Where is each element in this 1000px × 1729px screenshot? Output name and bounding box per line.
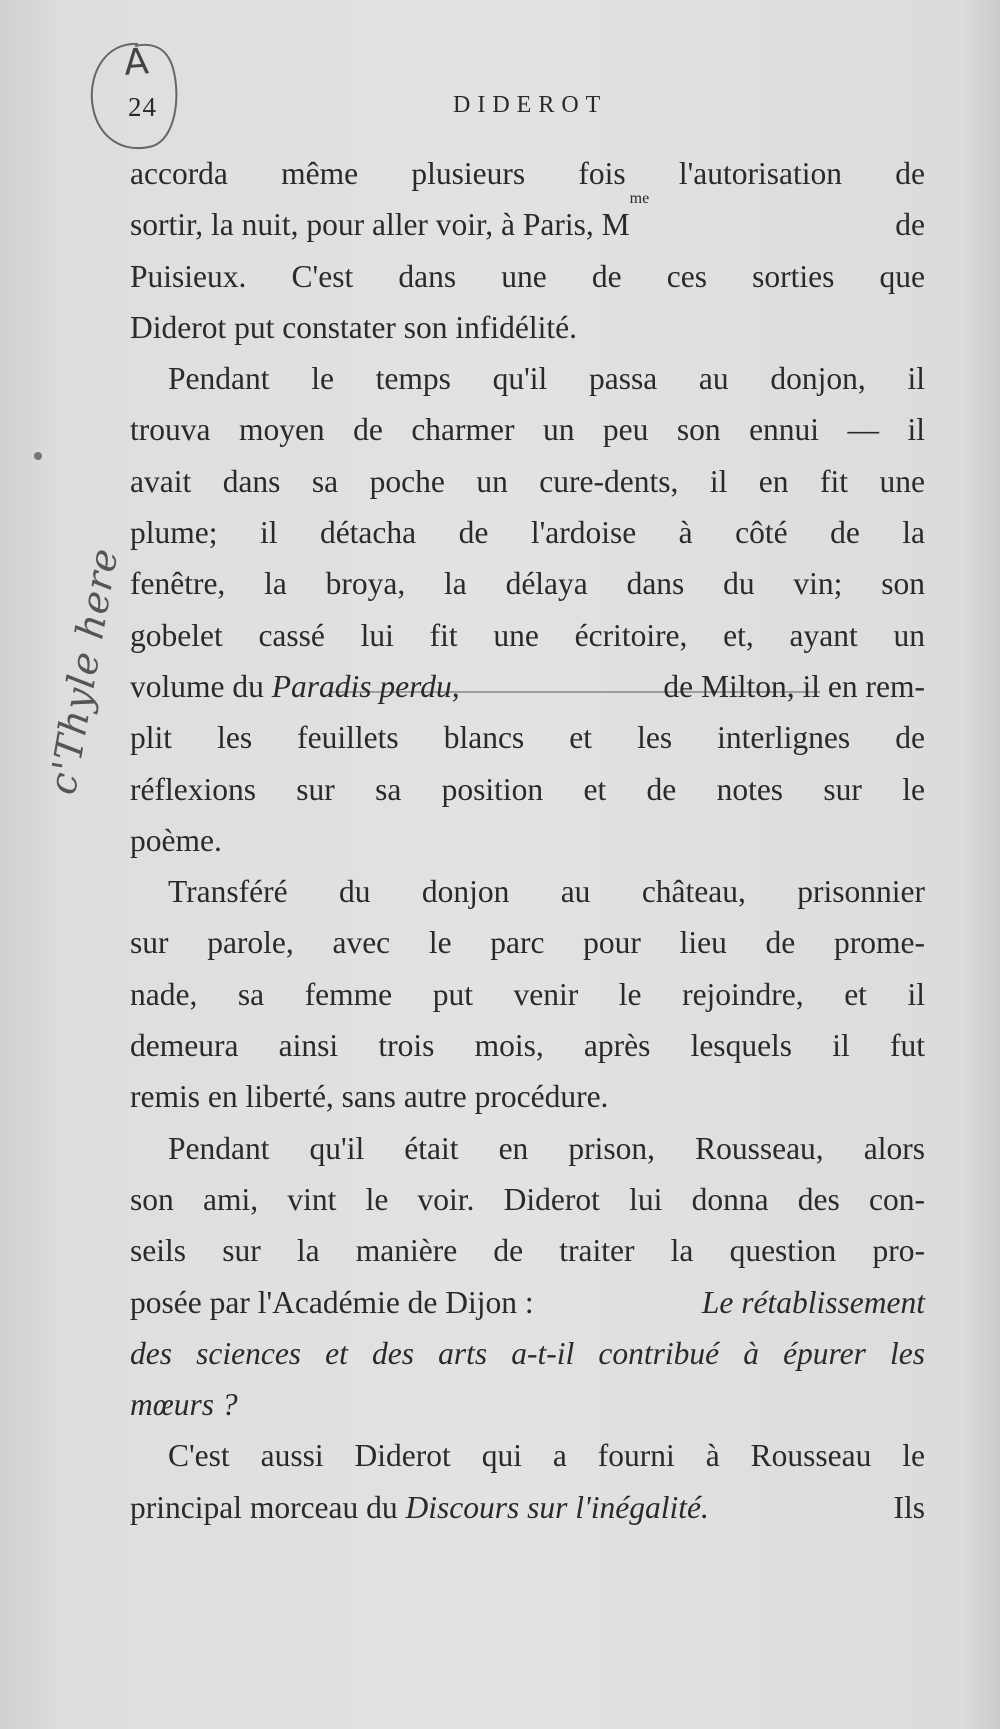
word: qu'il	[492, 361, 548, 397]
word: C'est	[168, 1438, 230, 1474]
word: la	[264, 566, 287, 602]
word: le	[902, 1438, 925, 1474]
word: en	[498, 1130, 529, 1166]
word: écritoire,	[574, 617, 688, 653]
word: de	[493, 1233, 524, 1269]
word: sur	[823, 771, 862, 807]
text-line	[130, 251, 925, 302]
word: lesquels	[690, 1028, 793, 1064]
word: broya,	[325, 566, 406, 602]
line-text: posée par l'Académie de Dijon :	[130, 1284, 534, 1320]
word: notes	[716, 771, 784, 807]
word: —	[847, 412, 879, 448]
word: cassé	[258, 617, 325, 653]
word: de	[353, 412, 383, 448]
text-line	[130, 1430, 925, 1481]
word: dans	[222, 463, 281, 499]
word: la	[670, 1233, 694, 1269]
word: avec	[332, 925, 391, 961]
word: de	[895, 720, 925, 756]
word: dans	[626, 566, 685, 602]
word: Diderot	[354, 1438, 451, 1474]
word: un	[542, 412, 575, 448]
text-line	[130, 610, 925, 661]
word: les	[637, 720, 673, 756]
italic-title: mœurs ?	[130, 1387, 238, 1423]
text-line	[130, 866, 925, 917]
word: fenêtre,	[130, 566, 226, 602]
word: seils	[130, 1233, 187, 1269]
word: des	[372, 1335, 415, 1371]
word: trouva	[130, 412, 211, 448]
word: aussi	[260, 1438, 324, 1474]
word: la	[902, 515, 925, 551]
line-text: remis en liberté, sans autre procédure.	[130, 1079, 609, 1115]
word: et	[569, 720, 593, 756]
word: de	[895, 156, 925, 191]
word: les	[890, 1335, 925, 1371]
text-line	[130, 764, 925, 815]
word: nade,	[130, 976, 198, 1012]
text-line	[130, 1379, 925, 1430]
word: de	[646, 771, 677, 807]
word: épurer	[783, 1335, 866, 1371]
word: Rousseau,	[695, 1130, 824, 1166]
word: détacha	[319, 515, 417, 551]
word: une	[501, 258, 547, 294]
word: de	[458, 515, 489, 551]
word: au	[560, 874, 591, 910]
word: à	[743, 1335, 759, 1371]
word: femme	[304, 976, 393, 1012]
word: vint	[287, 1181, 337, 1217]
superscript: me	[629, 190, 650, 208]
word: pro-	[872, 1233, 925, 1269]
line-text: volume du	[130, 668, 264, 704]
word: du	[723, 566, 755, 602]
page-number: 24	[128, 92, 157, 122]
word: manière	[355, 1233, 458, 1269]
text-line	[130, 190, 925, 250]
text-line	[130, 1071, 925, 1122]
line-text: Ils	[893, 1489, 925, 1525]
italic-title: Paradis perdu,	[271, 668, 460, 704]
word: venir	[513, 976, 579, 1012]
text-line	[130, 1277, 925, 1328]
word: fit	[820, 463, 848, 499]
word: il	[259, 515, 278, 551]
word: après	[583, 1028, 651, 1064]
word: mois,	[474, 1028, 544, 1064]
word: sorties	[752, 258, 835, 294]
word: son	[676, 412, 721, 448]
word: charmer	[411, 412, 515, 448]
word: con-	[868, 1181, 925, 1217]
italic-title: Discours sur l'inégalité.	[405, 1489, 709, 1525]
word: et,	[723, 617, 754, 653]
word: gobelet	[130, 617, 223, 653]
word: rejoindre,	[682, 976, 804, 1012]
word: cure-dents,	[539, 463, 679, 499]
text-line	[130, 1020, 925, 1071]
word: château,	[641, 874, 746, 910]
word: du	[338, 874, 371, 910]
word: l'ardoise	[530, 515, 637, 551]
word: voir.	[417, 1181, 475, 1217]
word: contribué	[598, 1335, 720, 1371]
word: la	[444, 566, 467, 602]
word: le	[365, 1181, 389, 1217]
text-line	[130, 1225, 925, 1276]
handwritten-margin-note: c'Thyle here	[40, 544, 127, 798]
line-text: sortir, la nuit, pour aller voir, à Paris, M	[130, 207, 630, 243]
word: arts	[438, 1335, 488, 1371]
word: le	[902, 771, 925, 807]
word: sa	[237, 976, 265, 1012]
text-line	[130, 712, 925, 763]
word: qui	[481, 1438, 522, 1474]
word: qu'il	[309, 1130, 365, 1166]
word: que	[879, 258, 925, 294]
word: il	[907, 976, 925, 1012]
word: parole,	[207, 925, 294, 961]
word: côté	[735, 515, 788, 551]
text-line	[130, 815, 925, 866]
line-text: de Milton, il en rem-	[663, 668, 925, 704]
word: traiter	[559, 1233, 635, 1269]
text-line	[130, 507, 925, 558]
running-head: DIDEROT	[453, 92, 608, 118]
word: interlignes	[717, 720, 851, 756]
text-line	[130, 456, 925, 507]
word: ennui	[749, 412, 820, 448]
word: demeura	[130, 1028, 239, 1064]
word: plit	[130, 720, 173, 756]
word: passa	[588, 361, 658, 397]
word: a-t-il	[511, 1335, 575, 1371]
word: il	[832, 1028, 850, 1064]
word: lieu	[679, 925, 727, 961]
word: moyen	[238, 412, 325, 448]
word: prison,	[568, 1130, 655, 1166]
word: lui	[360, 617, 394, 653]
word: son	[881, 566, 925, 602]
word: put	[432, 976, 473, 1012]
word: peu	[602, 412, 649, 448]
word: donna	[691, 1181, 769, 1217]
text-line	[130, 1482, 925, 1533]
word: donjon	[421, 874, 510, 910]
word: fit	[429, 617, 458, 653]
word: vin;	[793, 566, 843, 602]
word: sa	[375, 771, 402, 807]
line-text: principal morceau du	[130, 1489, 398, 1525]
word: la	[296, 1233, 320, 1269]
word: avait	[130, 463, 192, 499]
text-line	[130, 353, 925, 404]
word: de	[830, 515, 860, 551]
word: donjon,	[770, 361, 866, 397]
word: à	[678, 515, 693, 551]
word: ces	[666, 258, 707, 294]
text-line	[130, 404, 925, 455]
word: en	[758, 463, 789, 499]
word: sur	[222, 1233, 261, 1269]
word: et	[583, 771, 607, 807]
word: ami,	[202, 1181, 259, 1217]
word: dans	[398, 258, 457, 294]
word: une	[493, 617, 539, 653]
word: feuillets	[297, 720, 399, 756]
text-line	[130, 1123, 925, 1174]
word: de	[765, 925, 796, 961]
word: les	[217, 720, 253, 756]
word: fois	[578, 156, 626, 191]
word: des	[130, 1335, 172, 1371]
word: Diderot	[503, 1181, 600, 1217]
word: prisonnier	[797, 874, 925, 910]
word: sa	[311, 463, 339, 499]
word: au	[698, 361, 729, 397]
word: poche	[369, 463, 445, 499]
word: position	[441, 771, 544, 807]
line-text: de	[895, 207, 925, 243]
word: était	[404, 1130, 459, 1166]
word: Rousseau	[750, 1438, 872, 1474]
line-text: Diderot put constater son infidélité.	[130, 309, 578, 345]
word: un	[476, 463, 508, 499]
word: le	[618, 976, 642, 1012]
word: prome-	[833, 925, 925, 961]
word: il	[709, 463, 728, 499]
word: sur	[130, 925, 169, 961]
word: réflexions	[130, 771, 256, 807]
word: sur	[296, 771, 335, 807]
text-line	[130, 661, 925, 712]
word: le	[311, 361, 334, 397]
word: a	[552, 1438, 567, 1474]
pencil-letter-annotation: A	[122, 41, 151, 84]
word: fourni	[597, 1438, 675, 1474]
word: alors	[863, 1130, 925, 1166]
word: Puisieux.	[130, 258, 247, 294]
word: une	[879, 463, 925, 499]
word: l'autorisation	[678, 156, 842, 191]
word: il	[907, 361, 925, 397]
word: fut	[889, 1028, 925, 1064]
word: il	[907, 412, 925, 448]
word: temps	[375, 361, 451, 397]
text-line	[130, 148, 925, 199]
line-text: poème.	[130, 822, 222, 858]
word: des	[797, 1181, 840, 1217]
word: plusieurs	[411, 156, 526, 191]
word: accorda	[130, 156, 228, 191]
word: un	[893, 617, 925, 653]
word: le	[428, 925, 452, 961]
text-line	[130, 917, 925, 968]
page-header	[0, 92, 1000, 132]
word: ayant	[789, 617, 858, 653]
word: C'est	[291, 258, 354, 294]
word: délaya	[505, 566, 588, 602]
word: et	[325, 1335, 348, 1371]
text-line	[130, 1328, 925, 1379]
word: trois	[378, 1028, 435, 1064]
word: Pendant	[168, 1130, 270, 1166]
word: de	[591, 258, 622, 294]
word: blancs	[443, 720, 525, 756]
text-line	[130, 558, 925, 609]
word: parc	[490, 925, 545, 961]
word: question	[729, 1233, 837, 1269]
text-line	[130, 1174, 925, 1225]
italic-title: Le rétablissement	[701, 1284, 925, 1320]
word: sciences	[196, 1335, 302, 1371]
text-line	[130, 969, 925, 1020]
word: ainsi	[278, 1028, 339, 1064]
word: à	[705, 1438, 720, 1474]
margin-dot	[34, 452, 42, 460]
word: pour	[583, 925, 641, 961]
word: plume;	[130, 515, 218, 551]
word: Transféré	[168, 874, 288, 910]
word: même	[281, 156, 359, 191]
text-line	[130, 302, 925, 353]
word: Pendant	[168, 361, 270, 397]
word: son	[130, 1181, 174, 1217]
word: et	[844, 976, 867, 1012]
body-text	[130, 148, 925, 1533]
word: lui	[629, 1181, 663, 1217]
